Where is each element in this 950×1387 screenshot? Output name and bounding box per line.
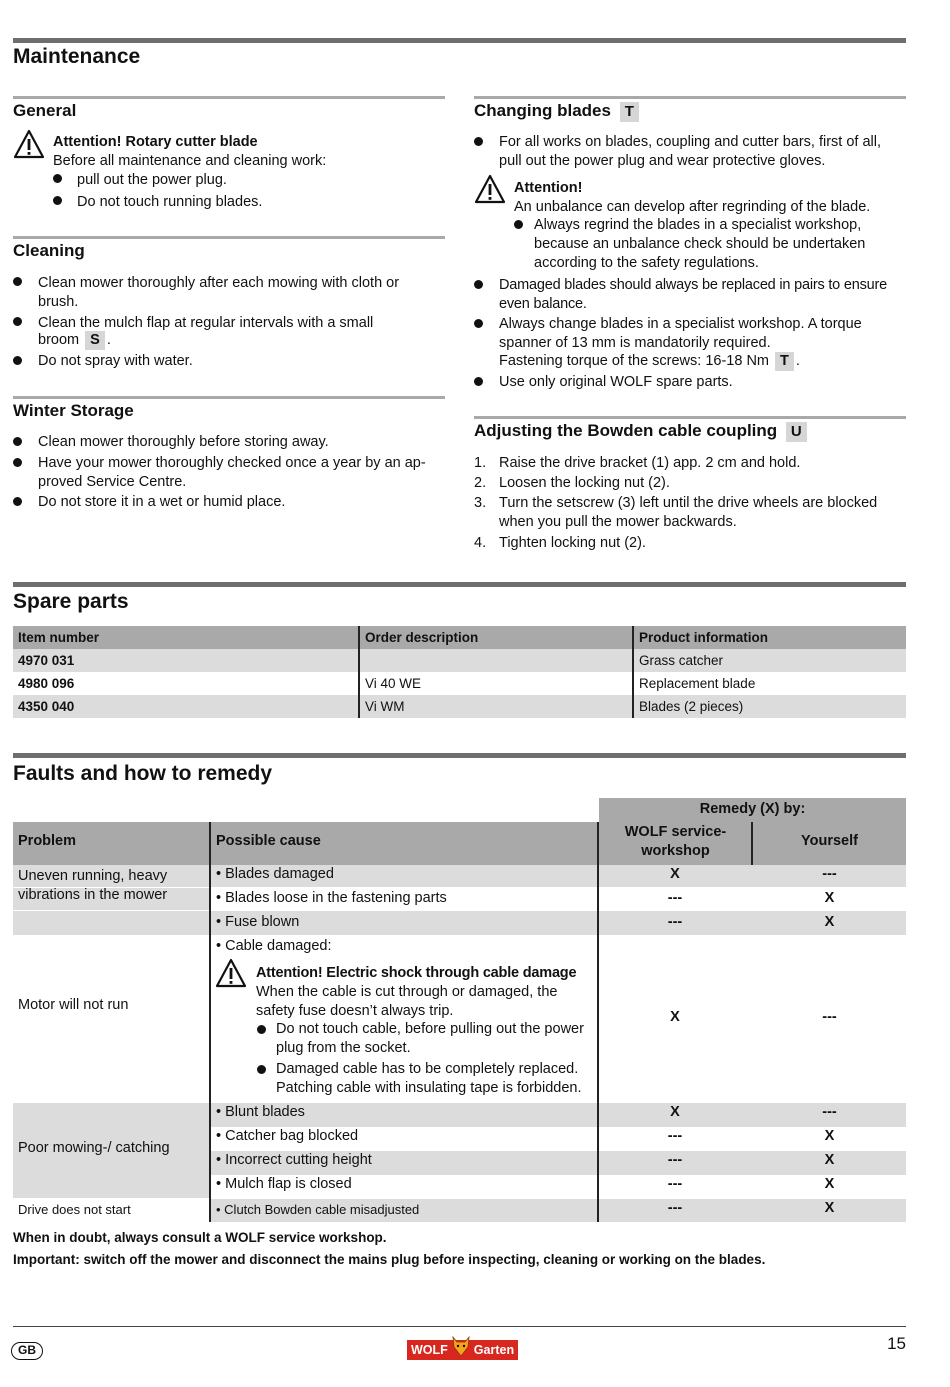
wolf-mark: X <box>670 866 680 882</box>
table-cell: Vi 40 WE <box>359 672 633 695</box>
section-rule <box>13 38 906 43</box>
wolf-mark: --- <box>667 914 683 930</box>
header-cell: Order description <box>359 626 633 649</box>
cable-bullet: Damaged cable has to be completely replaced. Patching cable with insulating tape is forbidden. <box>276 1061 582 1096</box>
figure-ref-badge: S <box>85 331 105 350</box>
cause-text: Clutch Bowden cable misadjusted <box>224 1202 420 1217</box>
step-number: 1. <box>474 455 487 471</box>
bullet <box>13 437 22 446</box>
step-number: 3. <box>474 495 487 511</box>
bullet <box>257 1065 266 1074</box>
warning-icon <box>215 958 247 988</box>
header-yourself: Yourself <box>801 833 858 849</box>
problem-cell: Drive does not start <box>18 1202 131 1217</box>
problem-cell: Uneven running, heavy vibrations in the mower <box>18 868 168 903</box>
cause-text: Catcher bag blocked <box>225 1128 359 1144</box>
figure-ref-badge: T <box>775 352 794 371</box>
header-problem: Problem <box>18 833 77 849</box>
subsection-rule <box>13 236 445 239</box>
table-row <box>13 649 906 672</box>
bullet <box>53 174 62 183</box>
column-divider <box>209 822 211 1222</box>
step-number: 4. <box>474 535 487 551</box>
cause-text: Cable damaged: <box>225 938 332 954</box>
bullet <box>474 319 483 328</box>
cable-attention-title: Attention! Electric shock through cable damage <box>256 965 577 981</box>
yourself-mark: --- <box>822 866 837 882</box>
figure-ref-badge: T <box>620 102 639 122</box>
bullet <box>53 196 62 205</box>
winter-title: Winter Storage <box>13 401 134 420</box>
subsection-rule <box>474 96 906 99</box>
table-cell: 4970 031 <box>13 649 359 672</box>
bowden-title: Adjusting the Bowden cable coupling <box>474 421 778 440</box>
bullet <box>13 458 22 467</box>
blades-item: Damaged blades should always be replaced in pairs to ensure even balance. <box>499 277 887 312</box>
step-text: Turn the setscrew (3) left until the drive wheels are blocked when you pull the mower backwards. <box>499 495 878 530</box>
bullet <box>13 317 22 326</box>
bullet <box>474 280 483 289</box>
spare-parts-title: Spare parts <box>13 590 129 613</box>
yourself-mark: X <box>824 1200 835 1216</box>
cable-attention-text: When the cable is cut through or damaged, the safety fuse doesn’t always trip. <box>256 984 558 1019</box>
yourself-mark: X <box>824 1128 835 1144</box>
blades-item: For all works on blades, coupling and cutter bars, first of all, pull out the power plug and wear protective gloves. <box>499 134 882 169</box>
yourself-mark: X <box>824 890 835 906</box>
wolf-mark: --- <box>667 1128 683 1144</box>
warning-icon <box>474 174 506 204</box>
wolf-mark: --- <box>667 890 683 906</box>
bowden-title-row <box>474 420 807 442</box>
punctuation: . <box>795 353 800 369</box>
blades-attention-text: An unbalance can develop after regrinding of the blade. <box>514 199 871 215</box>
wolf-mark: --- <box>667 1176 683 1192</box>
bullet <box>474 137 483 146</box>
cause-text: Mulch flap is closed <box>225 1176 352 1192</box>
cause-cell: • Catcher bag blocked <box>216 1128 359 1144</box>
cleaning-item-line2 <box>38 331 111 350</box>
step-text: Raise the drive bracket (1) app. 2 cm and hold. <box>499 455 801 471</box>
figure-ref-badge: U <box>786 422 807 442</box>
spare-parts-table <box>13 626 906 718</box>
table-cell: Replacement blade <box>633 672 906 695</box>
step-text: Tighten locking nut (2). <box>499 535 646 551</box>
blades-attention-title: Attention! <box>514 180 583 196</box>
general-item: pull out the power plug. <box>77 172 227 188</box>
wolf-garten-logo <box>407 1340 518 1360</box>
remedy-header: Remedy (X) by: <box>599 798 906 822</box>
cleaning-item-text: broom <box>38 332 80 348</box>
bullet <box>514 220 523 229</box>
table-row <box>13 672 906 695</box>
table-cell: Grass catcher <box>633 649 906 672</box>
warning-icon <box>13 129 45 159</box>
cleaning-item: Clean mower thoroughly after each mowing with cloth or brush. <box>38 275 400 310</box>
blades-title: Changing blades <box>474 101 611 120</box>
section-rule <box>13 582 906 587</box>
general-intro: Before all maintenance and cleaning work: <box>53 153 327 169</box>
cleaning-item: Do not spray with water. <box>38 353 193 369</box>
page-number: 15 <box>887 1334 906 1353</box>
blades-attention-item: Always regrind the blades in a specialist workshop, because an unbalance check should be undertaken according to the safety regulations. <box>534 217 866 271</box>
cable-bullet: Do not touch cable, before pulling out the power plug from the socket. <box>276 1021 584 1056</box>
cause-cell: • Mulch flap is closed <box>216 1176 352 1192</box>
footer-rule <box>13 1326 906 1327</box>
cleaning-title: Cleaning <box>13 241 85 260</box>
cause-cell: • Cable damaged: <box>216 938 332 954</box>
bullet <box>257 1025 266 1034</box>
cause-cell: • Clutch Bowden cable misadjusted <box>216 1202 420 1217</box>
row-divider <box>13 910 906 911</box>
table-cell <box>359 649 633 672</box>
yourself-mark: X <box>824 1152 835 1168</box>
blades-item-line <box>499 352 800 371</box>
doubt-note: When in doubt, always consult a WOLF service workshop. <box>13 1230 387 1245</box>
faults-table <box>13 798 906 1222</box>
subsection-rule <box>13 96 445 99</box>
general-title: General <box>13 101 77 120</box>
wolf-head-icon <box>451 1335 471 1357</box>
step-text: Loosen the locking nut (2). <box>499 475 670 491</box>
table-cell: 4980 096 <box>18 676 75 691</box>
wolf-mark: --- <box>667 1200 683 1216</box>
header-wolf: WOLF service-workshop <box>624 824 727 859</box>
blades-title-row <box>474 100 639 122</box>
subsection-rule <box>13 396 445 399</box>
bullet <box>13 277 22 286</box>
cause-cell: • Blunt blades <box>216 1104 305 1120</box>
row-bg <box>13 1127 209 1199</box>
country-badge: GB <box>11 1342 43 1360</box>
yourself-mark: --- <box>822 1104 837 1120</box>
section-rule <box>13 753 906 758</box>
important-note: Important: switch off the mower and disconnect the mains plug before inspecting, cleaning or working on the blades. <box>13 1252 766 1267</box>
cleaning-item: Clean the mulch flap at regular intervals with a small <box>38 315 374 331</box>
yourself-mark: --- <box>822 1009 837 1025</box>
header-cell: Item number <box>13 626 359 649</box>
problem-cell: Motor will not run <box>18 997 129 1013</box>
wolf-mark: X <box>670 1009 680 1025</box>
table-cell: Vi WM <box>359 695 633 718</box>
table-row <box>13 695 906 718</box>
cause-text: Blades damaged <box>225 866 334 882</box>
problem-cell: Poor mowing-/ catching <box>18 1140 170 1156</box>
table-cell: Blades (2 pieces) <box>633 695 906 718</box>
cause-cell: • Incorrect cutting height <box>216 1152 372 1168</box>
bullet <box>13 497 22 506</box>
maintenance-title: Maintenance <box>13 45 141 68</box>
faults-title: Faults and how to remedy <box>13 762 273 785</box>
bullet <box>13 356 22 365</box>
cause-cell: • Blades damaged <box>216 866 334 882</box>
winter-item: Do not store it in a wet or humid place. <box>38 494 286 510</box>
cause-cell: • Fuse blown <box>216 914 300 930</box>
table-header-row <box>13 626 906 649</box>
bullet <box>474 377 483 386</box>
cause-text: Incorrect cutting height <box>225 1152 372 1168</box>
column-divider <box>751 822 753 865</box>
logo-garten-text: Garten <box>473 1343 515 1357</box>
cause-text: Blades loose in the fastening parts <box>225 890 447 906</box>
logo-wolf-text: WOLF <box>411 1343 448 1357</box>
cause-text: Blunt blades <box>225 1104 305 1120</box>
general-item: Do not touch running blades. <box>77 194 263 210</box>
header-cause: Possible cause <box>216 833 321 849</box>
blades-item: Use only original WOLF spare parts. <box>499 374 733 390</box>
winter-item: Clean mower thoroughly before storing away. <box>38 434 329 450</box>
cause-text: Fuse blown <box>225 914 300 930</box>
winter-item: Have your mower thoroughly checked once a year by an ap-proved Service Centre. <box>38 455 426 490</box>
table-cell: 4350 040 <box>13 695 359 718</box>
header-cell: Product information <box>633 626 906 649</box>
punctuation: . <box>106 332 111 348</box>
wolf-mark: --- <box>667 1152 683 1168</box>
torque-text: Fastening torque of the screws: 16-18 Nm <box>499 353 769 369</box>
wolf-mark: X <box>670 1104 680 1120</box>
subsection-rule <box>474 416 906 419</box>
yourself-mark: X <box>824 914 835 930</box>
step-number: 2. <box>474 475 487 491</box>
yourself-mark: X <box>824 1176 835 1192</box>
blades-item: Always change blades in a specialist workshop. A torque spanner of 13 mm is mandatorily required. <box>499 316 862 351</box>
general-attention-title: Attention! Rotary cutter blade <box>53 134 258 150</box>
cause-cell: • Blades loose in the fastening parts <box>216 890 447 906</box>
